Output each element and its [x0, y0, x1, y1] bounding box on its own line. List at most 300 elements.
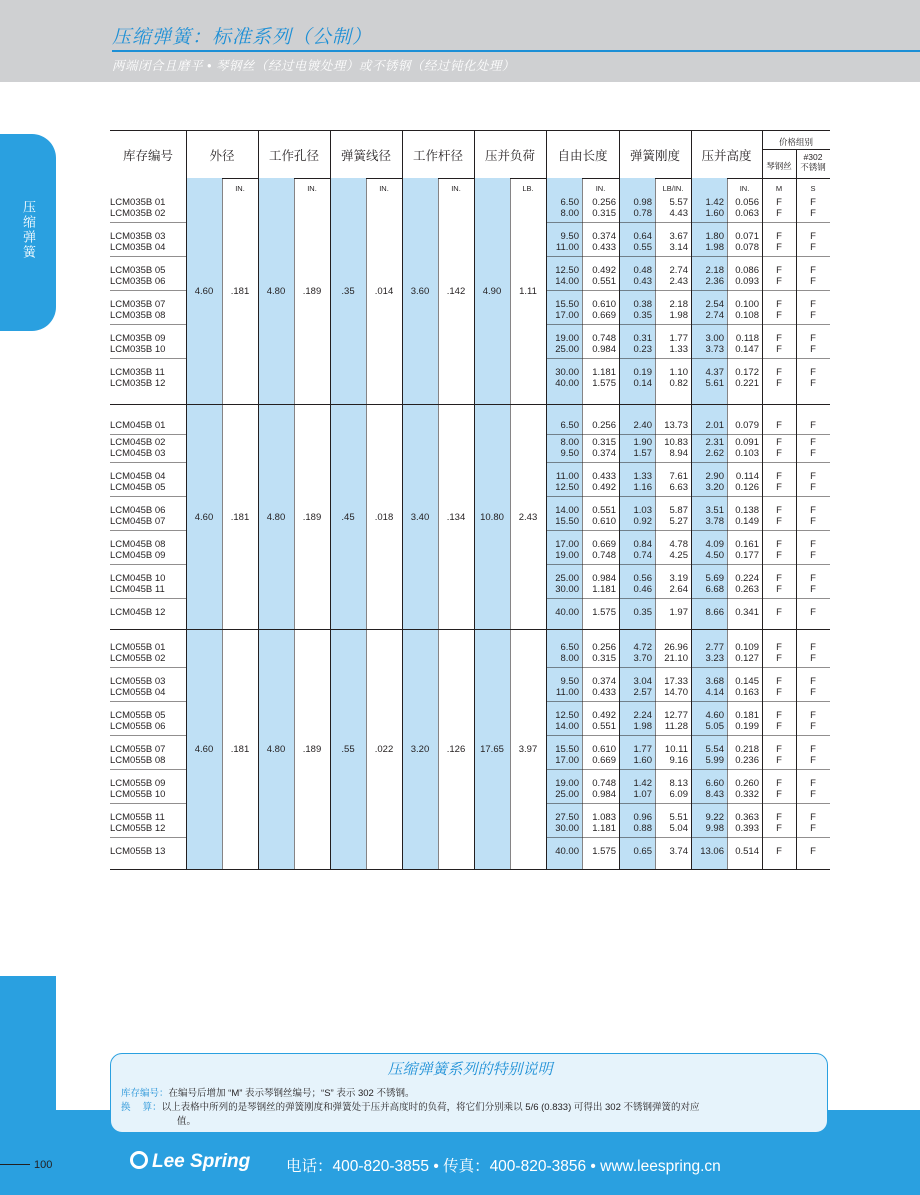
spring-spec-table: [110, 0, 830, 1195]
row-separator: [110, 769, 186, 770]
col-header-load: 压并负荷: [484, 149, 535, 163]
table-cell: 0.669: [592, 310, 616, 321]
table-cell: 1.07: [633, 789, 652, 800]
table-cell: 10.83: [664, 437, 688, 448]
price-cell-s: F: [810, 744, 816, 755]
shared-spec-value: .55: [341, 744, 355, 755]
table-cell: 0.078: [735, 242, 759, 253]
table-cell: 0.315: [592, 208, 616, 219]
table-cell: 5.05: [705, 721, 724, 732]
shared-spec-value: 4.80: [266, 512, 286, 523]
table-cell: 15.50: [555, 744, 579, 755]
price-cell-s: F: [810, 437, 816, 448]
price-cell-s: F: [810, 276, 816, 287]
shaded-column: [474, 178, 510, 869]
row-separator: [546, 256, 830, 257]
table-cell: 5.61: [705, 378, 724, 389]
row-separator: [546, 358, 830, 359]
table-cell: 11.00: [555, 471, 579, 482]
table-cell: 25.00: [555, 789, 579, 800]
shaded-column: [330, 178, 366, 869]
row-separator: [546, 769, 830, 770]
shaded-column: [258, 178, 294, 869]
row-separator: [110, 564, 186, 565]
table-cell: 0.103: [735, 448, 759, 459]
table-cell: 0.374: [592, 231, 616, 242]
col-header-price-m: 琴钢丝: [766, 161, 792, 171]
row-separator: [546, 803, 830, 804]
part-number: LCM035B 07: [110, 299, 166, 310]
note-key: 库存编号：: [121, 1088, 169, 1099]
price-cell-m: F: [776, 744, 782, 755]
table-cell: 2.77: [705, 642, 724, 653]
row-separator: [110, 598, 186, 599]
table-cell: 3.00: [705, 333, 724, 344]
note-conversion-cont: 值。: [177, 1116, 197, 1127]
table-cell: 0.74: [633, 550, 652, 561]
part-number: LCM055B 03: [110, 676, 166, 687]
table-cell: 2.18: [705, 265, 724, 276]
table-cell: 6.60: [705, 778, 724, 789]
table-cell: 17.00: [555, 310, 579, 321]
shared-spec-value: 3.40: [410, 512, 430, 523]
part-number: LCM045B 09: [110, 550, 166, 561]
table-cell: 26.96: [664, 642, 688, 653]
table-bottom-rule: [110, 869, 830, 870]
row-separator: [110, 803, 186, 804]
shaded-column: [402, 178, 438, 869]
table-cell: 8.43: [705, 789, 724, 800]
table-cell: 2.18: [669, 299, 688, 310]
part-number: LCM035B 09: [110, 333, 166, 344]
table-cell: 1.98: [633, 721, 652, 732]
table-cell: 0.163: [735, 687, 759, 698]
table-cell: 17.00: [555, 755, 579, 766]
price-cell-m: F: [776, 299, 782, 310]
table-cell: 0.315: [592, 653, 616, 664]
price-cell-s: F: [810, 710, 816, 721]
price-cell-s: F: [810, 778, 816, 789]
table-cell: 5.69: [705, 573, 724, 584]
table-cell: 3.19: [669, 573, 688, 584]
table-cell: 8.00: [560, 653, 579, 664]
table-cell: 0.610: [592, 744, 616, 755]
part-number: LCM055B 13: [110, 846, 166, 857]
unit-label: S: [810, 184, 816, 193]
shared-spec-value: 4.80: [266, 286, 286, 297]
table-cell: 2.64: [669, 584, 688, 595]
part-number: LCM045B 12: [110, 607, 166, 618]
sub-column-divider: [438, 178, 439, 869]
row-separator: [546, 434, 830, 435]
table-cell: 0.14: [633, 378, 652, 389]
table-cell: 1.80: [705, 231, 724, 242]
table-cell: 4.37: [705, 367, 724, 378]
table-cell: 0.84: [633, 539, 652, 550]
table-cell: 4.09: [705, 539, 724, 550]
table-cell: 7.61: [669, 471, 688, 482]
price-cell-m: F: [776, 653, 782, 664]
table-cell: 17.00: [555, 539, 579, 550]
table-cell: 0.114: [735, 471, 759, 482]
shared-spec-value: 1.11: [519, 286, 537, 297]
col-header-wire: 弹簧线径: [340, 149, 391, 163]
shared-spec-value: .018: [374, 512, 394, 523]
price-cell-m: F: [776, 539, 782, 550]
table-cell: 0.433: [592, 687, 616, 698]
table-cell: 6.63: [669, 482, 688, 493]
table-cell: 1.77: [669, 333, 688, 344]
row-separator: [110, 434, 186, 435]
part-number: LCM035B 06: [110, 276, 166, 287]
page-number: 100: [34, 1159, 53, 1171]
shared-spec-value: .126: [446, 744, 466, 755]
row-separator: [110, 324, 186, 325]
table-cell: 0.260: [735, 778, 759, 789]
table-cell: 25.00: [555, 573, 579, 584]
row-separator: [110, 735, 186, 736]
price-cell-s: F: [810, 721, 816, 732]
price-cell-m: F: [776, 642, 782, 653]
part-number: LCM035B 01: [110, 197, 166, 208]
shared-spec-value: .189: [302, 744, 322, 755]
table-cell: 30.00: [555, 584, 579, 595]
shared-spec-value: .181: [230, 512, 250, 523]
price-cell-s: F: [810, 299, 816, 310]
table-cell: 2.74: [669, 265, 688, 276]
price-cell-s: F: [810, 310, 816, 321]
table-cell: 2.54: [705, 299, 724, 310]
price-cell-s: F: [810, 378, 816, 389]
price-cell-m: F: [776, 755, 782, 766]
table-cell: 17.33: [664, 676, 688, 687]
col-header-price-s-code: #302: [803, 152, 823, 162]
table-cell: 5.54: [705, 744, 724, 755]
row-separator: [546, 701, 830, 702]
table-cell: 0.35: [633, 607, 652, 618]
row-separator: [546, 598, 830, 599]
shared-spec-value: .022: [374, 744, 394, 755]
table-cell: 0.256: [592, 420, 616, 431]
row-separator: [110, 496, 186, 497]
part-number: LCM045B 10: [110, 573, 166, 584]
price-cell-m: F: [776, 550, 782, 561]
row-separator: [546, 324, 830, 325]
table-cell: 0.748: [592, 778, 616, 789]
shared-spec-value: .181: [230, 744, 250, 755]
table-cell: 0.079: [735, 420, 759, 431]
row-separator: [546, 290, 830, 291]
table-cell: 14.00: [555, 505, 579, 516]
part-number: LCM035B 03: [110, 231, 166, 242]
table-cell: 0.96: [633, 812, 652, 823]
table-cell: 0.374: [592, 448, 616, 459]
shared-spec-value: .45: [341, 512, 355, 523]
table-cell: 0.748: [592, 333, 616, 344]
price-cell-m: F: [776, 378, 782, 389]
table-cell: 0.374: [592, 676, 616, 687]
table-cell: 0.056: [735, 197, 759, 208]
table-cell: 0.109: [735, 642, 759, 653]
unit-label: LB/IN.: [662, 184, 684, 193]
table-cell: 3.67: [669, 231, 688, 242]
shared-spec-value: 3.20: [410, 744, 430, 755]
price-cell-s: F: [810, 367, 816, 378]
table-cell: 0.433: [592, 471, 616, 482]
price-cell-m: F: [776, 276, 782, 287]
table-cell: 19.00: [555, 778, 579, 789]
price-cell-m: F: [776, 516, 782, 527]
unit-label: M: [775, 184, 783, 193]
table-cell: 0.149: [735, 516, 759, 527]
row-separator: [546, 735, 830, 736]
table-cell: 1.42: [633, 778, 652, 789]
price-cell-s: F: [810, 823, 816, 834]
table-cell: 1.575: [592, 378, 616, 389]
price-cell-m: F: [776, 710, 782, 721]
unit-label: IN.: [307, 184, 317, 193]
table-cell: 0.315: [592, 437, 616, 448]
price-cell-m: F: [776, 437, 782, 448]
col-header-part: 库存编号: [122, 149, 173, 163]
table-cell: 0.236: [735, 755, 759, 766]
row-separator: [546, 530, 830, 531]
part-number: LCM035B 08: [110, 310, 166, 321]
table-cell: 0.177: [735, 550, 759, 561]
price-cell-m: F: [776, 823, 782, 834]
row-separator: [110, 530, 186, 531]
table-cell: 0.23: [633, 344, 652, 355]
shared-spec-value: 3.60: [410, 286, 430, 297]
table-cell: 13.73: [664, 420, 688, 431]
price-cell-m: F: [776, 471, 782, 482]
table-cell: 2.31: [705, 437, 724, 448]
table-cell: 8.00: [560, 437, 579, 448]
part-number: LCM055B 11: [110, 812, 165, 823]
table-cell: 0.221: [735, 378, 759, 389]
row-separator: [546, 564, 830, 565]
unit-label: IN.: [379, 184, 389, 193]
table-cell: 0.31: [633, 333, 652, 344]
table-cell: 13.06: [700, 846, 724, 857]
table-cell: 1.181: [592, 823, 616, 834]
shared-spec-value: 4.60: [194, 744, 214, 755]
part-number: LCM055B 04: [110, 687, 166, 698]
table-cell: 0.92: [633, 516, 652, 527]
table-cell: 0.093: [735, 276, 759, 287]
price-cell-s: F: [810, 516, 816, 527]
part-number: LCM035B 12: [110, 378, 166, 389]
table-cell: 0.492: [592, 482, 616, 493]
table-cell: 1.03: [633, 505, 652, 516]
shared-spec-value: 2.43: [518, 512, 538, 523]
table-cell: 0.82: [669, 378, 688, 389]
table-cell: 1.16: [633, 482, 652, 493]
table-cell: 0.610: [592, 299, 616, 310]
table-cell: 2.40: [633, 420, 652, 431]
row-separator: [546, 222, 830, 223]
table-cell: 0.56: [633, 573, 652, 584]
price-cell-m: F: [776, 789, 782, 800]
table-cell: 11.00: [555, 242, 579, 253]
table-cell: 1.98: [705, 242, 724, 253]
part-number: LCM045B 01: [110, 420, 166, 431]
table-cell: 12.50: [555, 710, 579, 721]
table-cell: 14.70: [664, 687, 688, 698]
table-cell: 0.127: [735, 653, 759, 664]
shared-spec-value: 4.60: [194, 512, 214, 523]
table-cell: 9.50: [560, 448, 579, 459]
column-divider: [258, 130, 259, 869]
price-cell-s: F: [810, 505, 816, 516]
table-cell: 4.14: [705, 687, 724, 698]
table-cell: 0.145: [735, 676, 759, 687]
table-cell: 3.20: [705, 482, 724, 493]
price-cell-m: F: [776, 448, 782, 459]
table-cell: 2.43: [669, 276, 688, 287]
table-cell: 5.04: [669, 823, 688, 834]
table-cell: 2.01: [705, 420, 724, 431]
table-cell: 1.42: [705, 197, 724, 208]
table-cell: 3.51: [705, 505, 724, 516]
price-cell-s: F: [810, 197, 816, 208]
table-cell: 0.086: [735, 265, 759, 276]
table-cell: 3.74: [669, 846, 688, 857]
contact-info: 电话：400-820-3855 • 传真：400-820-3856 • www.leespring.cn: [286, 1158, 721, 1175]
part-number: LCM035B 04: [110, 242, 166, 253]
table-cell: 0.88: [633, 823, 652, 834]
table-top-rule: [110, 130, 830, 131]
price-cell-s: F: [810, 755, 816, 766]
table-cell: 5.99: [705, 755, 724, 766]
price-cell-m: F: [776, 208, 782, 219]
shared-spec-value: .134: [446, 512, 466, 523]
price-cell-m: F: [776, 265, 782, 276]
table-cell: 10.11: [664, 744, 688, 755]
col-header-hole: 工作孔径: [268, 149, 319, 163]
table-cell: 5.51: [669, 812, 688, 823]
table-cell: 0.218: [735, 744, 759, 755]
row-separator: [110, 256, 186, 257]
table-cell: 0.172: [735, 367, 759, 378]
table-cell: 0.78: [633, 208, 652, 219]
table-cell: 0.071: [735, 231, 759, 242]
row-separator: [110, 222, 186, 223]
table-cell: 9.98: [705, 823, 724, 834]
shared-spec-value: 3.97: [518, 744, 538, 755]
table-cell: 8.13: [669, 778, 688, 789]
table-cell: 0.551: [592, 505, 616, 516]
table-cell: 0.492: [592, 265, 616, 276]
column-divider: [186, 130, 187, 869]
table-cell: 27.50: [555, 812, 579, 823]
part-number: LCM055B 09: [110, 778, 166, 789]
part-number: LCM055B 08: [110, 755, 166, 766]
table-cell: 1.33: [633, 471, 652, 482]
table-cell: 1.57: [633, 448, 652, 459]
shared-spec-value: 4.90: [482, 286, 502, 297]
table-cell: 0.433: [592, 242, 616, 253]
table-cell: 1.10: [669, 367, 688, 378]
note-part-number: [121, 1088, 414, 1100]
row-separator: [546, 496, 830, 497]
table-cell: 0.332: [735, 789, 759, 800]
col-header-free-length: 自由长度: [557, 149, 608, 163]
unit-label: LB.: [522, 184, 534, 193]
table-cell: 8.94: [669, 448, 688, 459]
price-cell-s: F: [810, 539, 816, 550]
table-cell: 3.68: [705, 676, 724, 687]
col-header-solid-height: 压并高度: [701, 149, 752, 163]
table-cell: 21.10: [664, 653, 688, 664]
part-number: LCM045B 11: [110, 584, 165, 595]
price-cell-m: F: [776, 846, 782, 857]
table-cell: 5.87: [669, 505, 688, 516]
unit-label: IN.: [451, 184, 461, 193]
table-cell: 8.00: [560, 208, 579, 219]
price-cell-m: F: [776, 573, 782, 584]
part-number: LCM045B 08: [110, 539, 166, 550]
table-cell: 5.27: [669, 516, 688, 527]
part-number: LCM055B 06: [110, 721, 166, 732]
table-cell: 0.161: [735, 539, 759, 550]
price-cell-s: F: [810, 448, 816, 459]
row-separator: [110, 462, 186, 463]
table-cell: 0.98: [633, 197, 652, 208]
price-cell-m: F: [776, 420, 782, 431]
table-cell: 6.50: [560, 420, 579, 431]
shared-spec-value: .181: [230, 286, 250, 297]
price-cell-s: F: [810, 208, 816, 219]
price-cell-s: F: [810, 789, 816, 800]
table-cell: 12.50: [555, 265, 579, 276]
table-cell: 9.50: [560, 231, 579, 242]
page-title: 压缩弹簧：标准系列（公制）: [112, 27, 373, 48]
table-cell: 3.70: [633, 653, 652, 664]
part-number: LCM055B 01: [110, 642, 166, 653]
table-cell: 1.90: [633, 437, 652, 448]
group-rule: [110, 629, 830, 630]
price-cell-m: F: [776, 676, 782, 687]
table-cell: 0.984: [592, 789, 616, 800]
price-cell-m: F: [776, 812, 782, 823]
price-cell-s: F: [810, 812, 816, 823]
table-cell: 2.24: [633, 710, 652, 721]
table-cell: 1.60: [633, 755, 652, 766]
part-number: LCM055B 12: [110, 823, 166, 834]
table-cell: 0.393: [735, 823, 759, 834]
table-cell: 3.14: [669, 242, 688, 253]
table-cell: 5.57: [669, 197, 688, 208]
row-separator: [110, 837, 186, 838]
unit-label: IN.: [235, 184, 245, 193]
table-cell: 0.35: [633, 310, 652, 321]
page-number-rule: [0, 1164, 30, 1165]
price-cell-m: F: [776, 310, 782, 321]
price-cell-m: F: [776, 231, 782, 242]
table-cell: 0.19: [633, 367, 652, 378]
part-number: LCM035B 02: [110, 208, 166, 219]
table-cell: 1.083: [592, 812, 616, 823]
col-header-rod: 工作杆径: [412, 149, 463, 163]
row-separator: [110, 701, 186, 702]
price-cell-m: F: [776, 333, 782, 344]
price-cell-s: F: [810, 420, 816, 431]
table-cell: 40.00: [555, 378, 579, 389]
table-cell: 2.74: [705, 310, 724, 321]
table-cell: 2.36: [705, 276, 724, 287]
price-cell-m: F: [776, 242, 782, 253]
